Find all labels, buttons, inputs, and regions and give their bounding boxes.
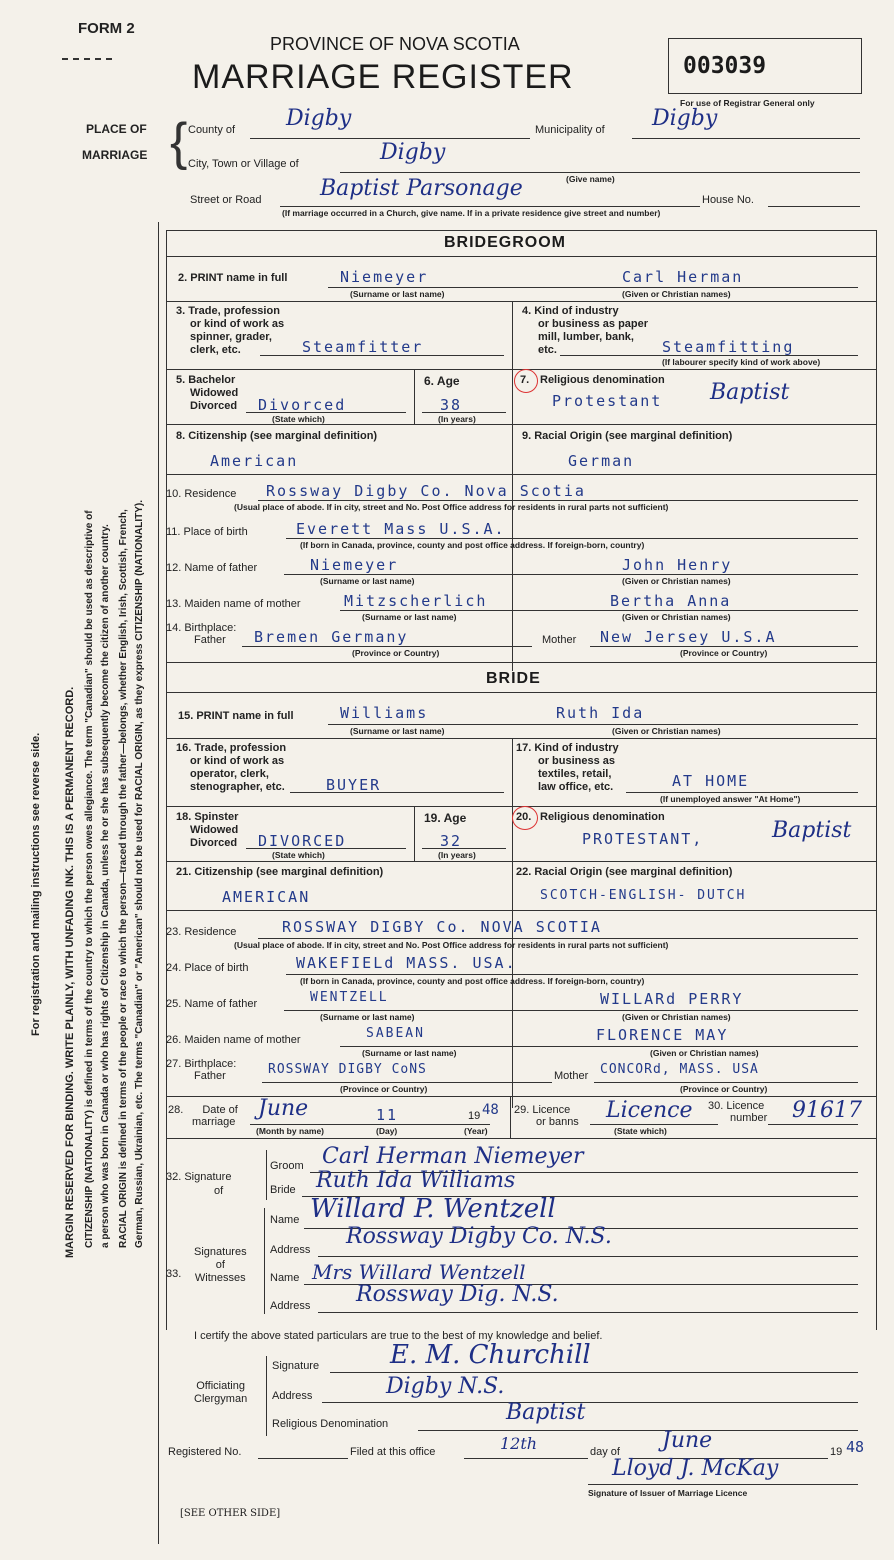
groom-citizenship-label: 8. Citizenship (see marginal definition) [176, 430, 378, 442]
month-note: (Month by name) [256, 1126, 324, 1136]
issuer-signature: Lloyd J. McKay [612, 1456, 779, 1481]
margin-text-5: RACIAL ORIGIN is defined in terms of the people or race to which the person—traced through the father—belongs, whether English, Irish, Scottish, French, [118, 509, 129, 1248]
groom-religion: Protestant [552, 392, 663, 410]
licence-label: 29. Licence or banns [514, 1104, 579, 1128]
in-years-note: (In years) [438, 414, 476, 424]
groom-sig-label: Groom [270, 1160, 304, 1172]
groom-age: 38 [440, 396, 463, 414]
clergy-signature: E. M. Churchill [390, 1340, 591, 1370]
witness2-name: Mrs Willard Wentzell [312, 1260, 526, 1284]
bride-industry: AT HOME [672, 772, 750, 790]
witness-num: 33. [166, 1268, 182, 1280]
groom-mother-label: 13. Maiden name of mother [166, 598, 301, 610]
clergy-denomination: Baptist [506, 1400, 586, 1425]
bride-surname: Williams [340, 704, 429, 722]
brace: { [170, 113, 188, 171]
clergy-sig-label: Signature [272, 1360, 320, 1372]
bride-religion: PROTESTANT, [582, 830, 704, 848]
street-label: Street or Road [190, 194, 262, 206]
marriage-date-label: 28. Date of marriage [168, 1104, 238, 1128]
groom-residence: Rossway Digby Co. Nova Scotia [266, 482, 586, 500]
residence-note: (Usual place of abode. If in city, street and No. Post Office address for residents in rural parts not sufficient) [234, 502, 669, 512]
surname-note: (Surname or last name) [350, 289, 445, 299]
groom-age-label: 6. Age [424, 374, 460, 388]
groom-religion-label: Religious denomination [540, 374, 665, 386]
groom-father-birth: Bremen Germany [254, 628, 409, 646]
state-which-note-2: (State which) [614, 1126, 667, 1136]
groom-signature: Carl Herman Niemeyer [322, 1144, 584, 1169]
groom-mother-given: Bertha Anna [610, 592, 732, 610]
street-value: Baptist Parsonage [320, 176, 523, 201]
groom-racial-label: 9. Racial Origin (see marginal definition) [522, 430, 733, 442]
bride-racial: SCOTCH-ENGLISH- DUTCH [540, 888, 747, 903]
groom-religion-num: 7. [520, 374, 530, 386]
witness1-address: Rossway Digby Co. N.S. [346, 1224, 612, 1249]
place-label-2: MARRIAGE [82, 148, 148, 162]
given-note: (Given or Christian names) [622, 289, 731, 299]
bride-name-label: 15. PRINT name in full [178, 710, 294, 722]
day-of-label: day of [590, 1446, 620, 1458]
groom-status: Divorced [258, 396, 347, 414]
bride-industry-label: 17. Kind of industry or business as textiles, retail, law office, etc. [516, 742, 619, 793]
margin-text-4: a person who was born in Canada or who has rights of Citizenship in Canada, unless he or she has subsequently become the citizen of another country. [100, 524, 111, 1248]
groom-father-label: 12. Name of father [166, 562, 258, 574]
city-label: City, Town or Village of [188, 158, 299, 170]
witness2-address-label: Address [270, 1300, 311, 1312]
groom-status-label: 5. Bachelor Widowed Divorced [176, 374, 239, 412]
bride-birth-label: 24. Place of birth [166, 962, 249, 974]
bride-citizenship: AMERICAN [222, 888, 311, 906]
clergy-address: Digby N.S. [386, 1374, 505, 1399]
issuer-label: Signature of Issuer of Marriage Licence [588, 1488, 748, 1498]
bride-citizenship-label: 21. Citizenship (see marginal definition) [176, 866, 384, 878]
officiating-label: Officiating Clergyman [194, 1380, 248, 1405]
groom-mother-birth-label: Mother [542, 634, 577, 646]
place-label-1: PLACE OF [86, 122, 147, 136]
bride-religion-2: Baptist [772, 818, 852, 843]
day-note: (Day) [376, 1126, 398, 1136]
bride-status-label: 18. Spinster Widowed Divorced [176, 811, 239, 849]
section-bride: BRIDE [486, 670, 541, 687]
reg-number-box [668, 38, 862, 94]
margin-text-6: German, Russian, Ukrainian, etc. The terms "Canadian" or "American" should not be used for RACIAL ORIGIN, as they express CITIZENSHIP (NATIONALITY). [134, 499, 145, 1248]
ink-mark [62, 58, 112, 60]
certify-text: I certify the above stated particulars are true to the best of my knowledge and belief. [194, 1330, 603, 1342]
witness1-name: Willard P. Wentzell [310, 1194, 556, 1224]
city-value: Digby [380, 140, 446, 165]
margin-text-3: CITIZENSHIP (NATIONALITY) is defined in terms of the country to which the person owes allegiance. The term "Canadian" should be used as descriptive of [84, 510, 95, 1248]
year-note: (Year) [464, 1126, 488, 1136]
bride-racial-label: 22. Racial Origin (see marginal definition) [516, 866, 733, 878]
clergy-address-label: Address [272, 1390, 313, 1402]
clergy-denom-label: Religious Denomination [272, 1418, 389, 1430]
bride-mother-label: 26. Maiden name of mother [166, 1034, 301, 1046]
groom-given: Carl Herman [622, 268, 744, 286]
marriage-month: June [258, 1096, 309, 1121]
witness1-address-label: Address [270, 1244, 311, 1256]
groom-father-given: John Henry [622, 556, 733, 574]
groom-trade: Steamfitter [302, 338, 424, 356]
registered-label: Registered No. [168, 1446, 242, 1458]
margin-text-2: For registration and mailing instructions see reverse side. [30, 732, 42, 1036]
prov-note: (Province or Country) [352, 648, 440, 658]
bride-given: Ruth Ida [556, 704, 645, 722]
province-title: PROVINCE OF NOVA SCOTIA [270, 34, 520, 54]
groom-mother-birth: New Jersey U.S.A [600, 628, 777, 646]
licence-type: Licence [606, 1098, 693, 1123]
filed-day: 12th [500, 1434, 538, 1453]
bride-trade: BUYER [326, 776, 382, 794]
bride-father-surname: WENTZELL [310, 990, 389, 1005]
bride-father-label: 25. Name of father [166, 998, 258, 1010]
bride-age: 32 [440, 832, 463, 850]
groom-surname: Niemeyer [340, 268, 429, 286]
marriage-day: 11 [376, 1106, 399, 1124]
groom-trade-label: 3. Trade, profession or kind of work as spinner, grader, clerk, etc. [176, 305, 285, 356]
county-value: Digby [286, 106, 352, 131]
bride-birthplace-label: 27. Birthplace: Father [166, 1058, 237, 1082]
groom-birth-label: 11. Place of birth [166, 526, 248, 538]
form-label: FORM 2 [78, 20, 135, 37]
bride-father-given: WILLARd PERRY [600, 990, 744, 1008]
bride-residence: ROSSWAY DIGBY Co. NOVA SCOTIA [282, 918, 602, 936]
groom-citizenship: American [210, 452, 299, 470]
year-prefix: 19 [468, 1110, 481, 1122]
bride-industry-note: (If unemployed answer "At Home") [660, 794, 801, 804]
bride-mother-surname: SABEAN [366, 1026, 425, 1041]
groom-industry-label: 4. Kind of industry or business as paper mill, lumber, bank, etc. [522, 305, 649, 356]
municipality-label: Municipality of [535, 124, 605, 136]
page-title: MARRIAGE REGISTER [192, 58, 574, 96]
filed-year: 48 [846, 1438, 865, 1456]
witness1-name-label: Name [270, 1214, 300, 1226]
groom-mother-surname: Mitzscherlich [344, 592, 488, 610]
groom-industry: Steamfitting [662, 338, 795, 356]
county-label: County of [188, 124, 236, 136]
reg-number: 003039 [683, 53, 767, 79]
house-label: House No. [702, 194, 754, 206]
bride-residence-label: 23. Residence [166, 926, 237, 938]
bride-status: DIVORCED [258, 832, 347, 850]
witness-label: Signatures of Witnesses [194, 1246, 247, 1284]
bride-mother-birth-label: Mother [554, 1070, 589, 1082]
marriage-year: 48 [482, 1102, 499, 1118]
bride-religion-num: 20. [516, 811, 532, 823]
groom-residence-label: 10. Residence [166, 488, 237, 500]
bride-mother-given: FLORENCE MAY [596, 1026, 729, 1044]
margin-text-1: MARGIN RESERVED FOR BINDING. WRITE PLAINLY, WITH UNFADING INK. THIS IS A PERMANENT RECORD. [64, 686, 76, 1258]
see-other-side: [SEE OTHER SIDE] [180, 1508, 281, 1519]
bride-religion-label: Religious denomination [540, 811, 665, 823]
street-note: (If marriage occurred in a Church, give name. If in a private residence give street and number) [282, 208, 661, 218]
birth-note: (If born in Canada, province, county and post office address. If foreign-born, country) [300, 540, 645, 550]
groom-father-surname: Niemeyer [310, 556, 399, 574]
witness2-address: Rossway Dig. N.S. [356, 1282, 559, 1307]
bride-birth: WAKEFIELd MASS. USA. [296, 954, 517, 972]
bride-signature: Ruth Ida Williams [316, 1168, 516, 1193]
bride-trade-label: 16. Trade, profession or kind of work as operator, clerk, stenographer, etc. [176, 742, 287, 793]
groom-birthplace-label: 14. Birthplace: Father [166, 622, 237, 646]
reg-note: For use of Registrar General only [680, 98, 815, 108]
licence-number-label: 30. Licence number [708, 1100, 768, 1124]
bride-sig-label: Bride [270, 1184, 296, 1196]
section-bridegroom: BRIDEGROOM [444, 234, 566, 251]
groom-religion-2: Baptist [710, 380, 790, 405]
groom-industry-note: (If labourer specify kind of work above) [662, 357, 821, 367]
bride-age-label: 19. Age [424, 811, 467, 825]
groom-racial: German [568, 452, 635, 470]
signature-label: 32. Signature of [166, 1171, 232, 1197]
bride-mother-birth: CONCORd, MASS. USA [600, 1062, 759, 1077]
municipality-value: Digby [652, 106, 718, 131]
licence-number: 91617 [792, 1098, 862, 1123]
groom-name-label: 2. PRINT name in full [178, 272, 288, 284]
groom-birth: Everett Mass U.S.A. [296, 520, 506, 538]
filed-year-prefix: 19 [830, 1446, 843, 1458]
give-name-note: (Give name) [566, 174, 615, 184]
bride-father-birth: ROSSWAY DIGBY CoNS [268, 1062, 427, 1077]
witness2-name-label: Name [270, 1272, 300, 1284]
filed-label: Filed at this office [350, 1446, 436, 1458]
state-which-note: (State which) [272, 414, 325, 424]
filed-month: June [662, 1428, 713, 1453]
